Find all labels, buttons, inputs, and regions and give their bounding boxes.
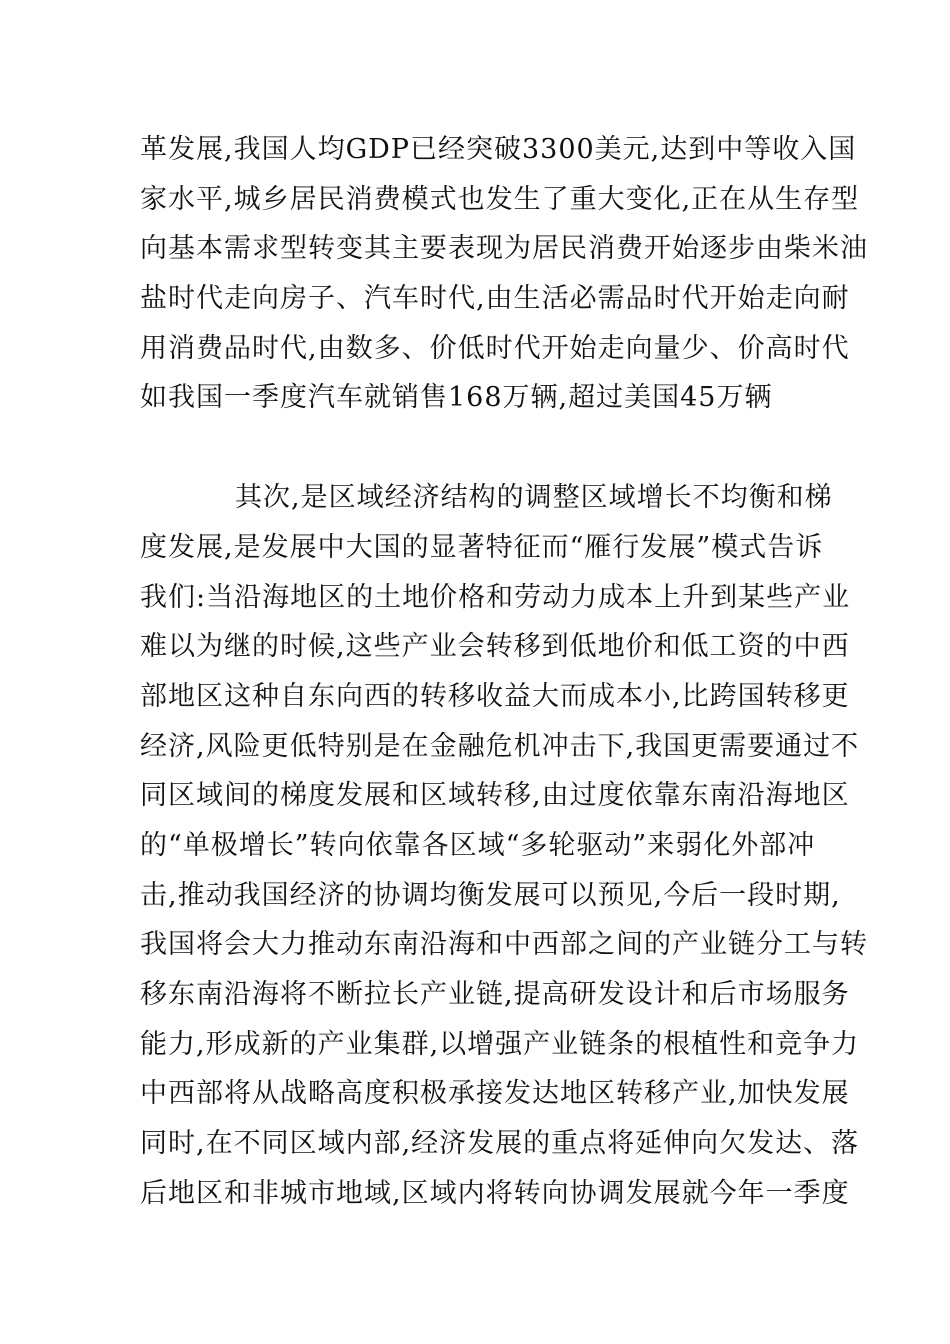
paragraph-1-line-3: 向基本需求型转变其主要表现为居民消费开始逐步由柴米油 [140, 233, 868, 264]
paragraph-2-line-8: 的“单极增长”转向依靠各区域“多轮驱动”来弱化外部冲 [140, 830, 816, 861]
paragraph-2-line-2: 度发展,是发展中大国的显著特征而“雁行发展”模式告诉 [140, 532, 824, 563]
paragraph-1-line-6: 如我国一季度汽车就销售168万辆,超过美国45万辆 [140, 382, 773, 413]
paragraph-2-line-7: 同区域间的梯度发展和区域转移,由过度依靠东南沿海地区 [140, 780, 850, 811]
paragraph-2-line-1: 其次,是区域经济结构的调整区域增长不均衡和梯 [235, 482, 833, 513]
paragraph-2-line-14: 同时,在不同区域内部,经济发展的重点将延伸向欠发达、落 [140, 1128, 860, 1159]
paragraph-2-line-5: 部地区这种自东向西的转移收益大而成本小,比跨国转移更 [140, 681, 850, 712]
paragraph-2-line-4: 难以为继的时候,这些产业会转移到低地价和低工资的中西 [140, 631, 850, 662]
paragraph-1-line-1: 革发展,我国人均GDP已经突破3300美元,达到中等收入国 [140, 134, 857, 165]
paragraph-2-line-3: 我们:当沿海地区的土地价格和劳动力成本上升到某些产业 [140, 582, 851, 613]
paragraph-2-line-10: 我国将会大力推动东南沿海和中西部之间的产业链分工与转 [140, 929, 868, 960]
paragraph-1-line-4: 盐时代走向房子、汽车时代,由生活必需品时代开始走向耐 [140, 283, 850, 314]
paragraph-1-line-2: 家水平,城乡居民消费模式也发生了重大变化,正在从生存型 [140, 184, 860, 215]
paragraph-2-line-11: 移东南沿海将不断拉长产业链,提高研发设计和后市场服务 [140, 979, 850, 1010]
paragraph-2-line-9: 击,推动我国经济的协调均衡发展可以预见,今后一段时期, [140, 880, 841, 911]
paragraph-2-line-15: 后地区和非城市地域,区域内将转向协调发展就今年一季度 [140, 1178, 850, 1209]
paragraph-2-line-12: 能力,形成新的产业集群,以增强产业链条的根植性和竞争力 [140, 1029, 860, 1060]
paragraph-2-line-13: 中西部将从战略高度积极承接发达地区转移产业,加快发展 [140, 1078, 850, 1109]
paragraph-1-line-5: 用消费品时代,由数多、价低时代开始走向量少、价高时代 [140, 333, 850, 364]
paragraph-2-line-6: 经济,风险更低特别是在金融危机冲击下,我国更需要通过不 [140, 731, 860, 762]
